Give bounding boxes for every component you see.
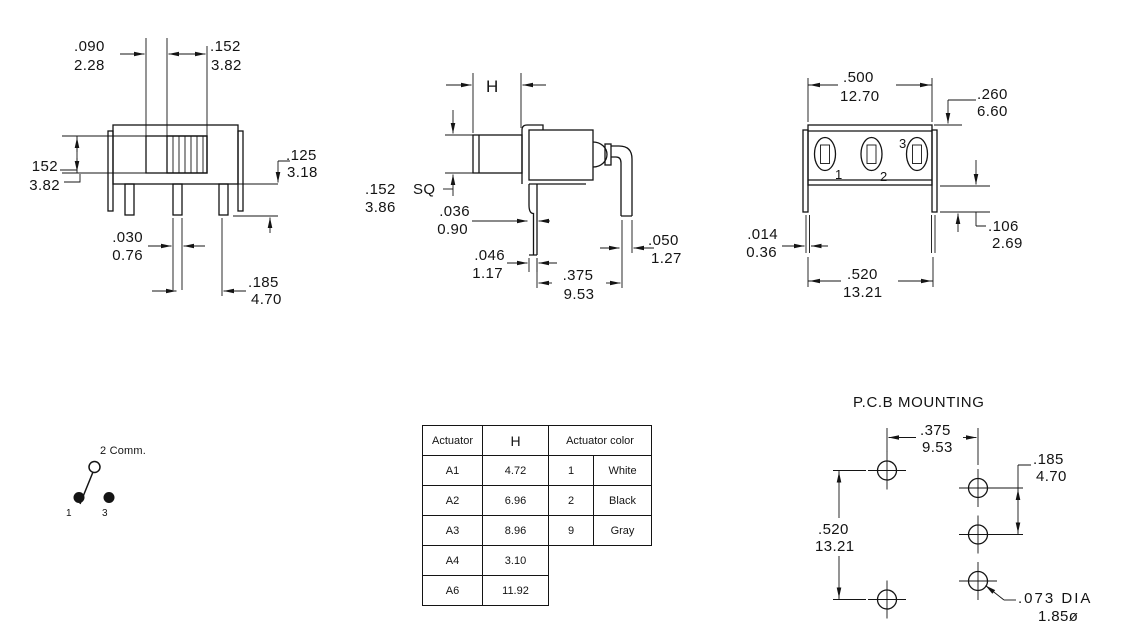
back-right-flange xyxy=(932,130,937,212)
slider-knob xyxy=(167,136,207,173)
dim-outerw-mm: 13.21 xyxy=(843,284,883,301)
dim-flange-mm: 2.69 xyxy=(992,235,1023,252)
dim-pint-in: .036 xyxy=(439,203,470,220)
dim-window-in: 152 xyxy=(31,158,58,175)
dim-pinw-mm: 0.76 xyxy=(112,247,143,264)
dim-flange-in: .106 xyxy=(988,218,1019,235)
contact-1-label: 1 xyxy=(66,508,72,519)
switch-body-back xyxy=(808,125,932,185)
dim-window-height xyxy=(29,136,146,194)
dim-knob-in: .152 xyxy=(210,38,241,55)
switch-body-front xyxy=(113,125,238,184)
flange-side xyxy=(522,125,543,184)
terminal-2-label: 2 xyxy=(880,169,888,184)
front-pin-side xyxy=(529,184,537,255)
dim-colpitch-in: .375 xyxy=(920,422,951,439)
cell-h: 11.92 xyxy=(483,576,549,606)
dim-height-in: .260 xyxy=(977,86,1008,103)
pcb-title: P.C.B MOUNTING xyxy=(853,394,985,411)
cell-actuator: A6 xyxy=(423,576,483,606)
dim-flange-height xyxy=(940,160,1023,252)
side-view xyxy=(365,73,682,303)
dim-outer-width xyxy=(808,257,933,301)
back-left-flange xyxy=(803,130,808,212)
dim-bent-pin xyxy=(600,220,682,267)
actuator-spec-table xyxy=(422,425,652,606)
dim-act-in: .152 xyxy=(365,181,396,198)
cell-actuator: A4 xyxy=(423,546,483,576)
pcb-mounting xyxy=(815,394,1092,625)
dim-outerw-in: .520 xyxy=(847,266,878,283)
terminal-2 xyxy=(861,138,882,171)
dim-hole-col-pitch xyxy=(887,422,978,465)
dim-bodyw-in: .500 xyxy=(843,69,874,86)
dim-h-label: H xyxy=(486,77,499,96)
dim-backpin-thickness xyxy=(746,226,828,261)
dim-drop-in: .125 xyxy=(286,147,317,164)
slider-window xyxy=(146,136,207,173)
dim-hole-row-pitch xyxy=(996,451,1067,535)
pin-1 xyxy=(125,184,134,215)
dim-height xyxy=(934,86,1008,125)
dim-pinws-mm: 1.17 xyxy=(472,265,503,282)
right-flange xyxy=(238,131,243,211)
cell-h: 4.72 xyxy=(483,456,549,486)
dim-slot-in: .090 xyxy=(74,38,105,55)
dim-hole-mm: 1.85ø xyxy=(1038,608,1079,625)
cell-h: 3.10 xyxy=(483,546,549,576)
cell-color-name: Black xyxy=(594,486,652,516)
switch-body-side xyxy=(529,130,593,180)
dim-pinws-in: .046 xyxy=(474,247,505,264)
cell-color-name: White xyxy=(594,456,652,486)
contact-3-label: 3 xyxy=(102,508,108,519)
left-flange xyxy=(108,131,113,211)
dim-drop-mm: 3.18 xyxy=(287,164,318,181)
dim-bodyw-mm: 12.70 xyxy=(840,88,880,105)
dim-pinw-in: .030 xyxy=(112,229,143,246)
bent-pin xyxy=(611,146,632,216)
dim-act-sq: SQ xyxy=(413,181,436,198)
dim-slot-mm: 2.28 xyxy=(74,57,105,74)
common-contact xyxy=(89,462,100,473)
dim-bent-mm: 1.27 xyxy=(651,250,682,267)
terminal-1 xyxy=(815,138,836,171)
cell-h: 8.96 xyxy=(483,516,549,546)
common-terminal-label: 2 Comm. xyxy=(100,445,147,457)
cell-color-num: 2 xyxy=(549,486,594,516)
dim-span-mm: 9.53 xyxy=(563,286,595,303)
pin-3 xyxy=(219,184,228,215)
dim-pin-width xyxy=(112,218,205,290)
terminal-3-label: 3 xyxy=(899,136,907,151)
cell-actuator: A1 xyxy=(423,456,483,486)
header-h: H xyxy=(483,426,549,456)
dim-hole-in: .073 DIA xyxy=(1018,590,1093,607)
dim-body-drop xyxy=(233,147,318,233)
dim-window-mm: 3.82 xyxy=(29,177,60,194)
dim-hole-diameter xyxy=(986,586,1093,626)
cell-actuator: A2 xyxy=(423,486,483,516)
cell-color-num: 1 xyxy=(549,456,594,486)
back-pins xyxy=(806,215,935,253)
table-row xyxy=(423,486,652,516)
dim-pint-mm: 0.90 xyxy=(437,221,468,238)
contact-3 xyxy=(104,492,115,503)
dim-hole-col-height xyxy=(815,471,866,600)
dim-rowpitch-in: .185 xyxy=(1033,451,1064,468)
cell-color-num: 9 xyxy=(549,516,594,546)
dim-colh-mm: 13.21 xyxy=(815,538,855,555)
mounting-holes xyxy=(868,452,997,619)
front-view xyxy=(29,38,318,308)
dim-pin-span xyxy=(537,220,622,303)
dim-span-in: .375 xyxy=(562,267,594,284)
header-actuator-color: Actuator color xyxy=(549,426,652,456)
dim-act-mm: 3.86 xyxy=(365,199,396,216)
dim-pin-pitch xyxy=(152,218,282,308)
dim-rowpitch-mm: 4.70 xyxy=(1036,468,1067,485)
terminal-1-label: 1 xyxy=(835,167,843,182)
dim-bent-in: .050 xyxy=(648,232,679,249)
contact-1 xyxy=(74,492,85,503)
dim-height-mm: 6.60 xyxy=(977,103,1008,120)
dim-slot-and-knob xyxy=(74,38,242,136)
cell-color-name: Gray xyxy=(594,516,652,546)
dim-knob-mm: 3.82 xyxy=(211,57,242,74)
actuator-side xyxy=(473,135,522,173)
dim-colpitch-mm: 9.53 xyxy=(922,439,953,456)
dim-pin-width-side xyxy=(472,247,557,282)
pin-2 xyxy=(173,184,182,215)
dim-colh-in: .520 xyxy=(818,521,849,538)
dim-bpint-mm: 0.36 xyxy=(746,244,777,261)
table-row xyxy=(423,516,652,546)
dim-bpint-in: .014 xyxy=(747,226,778,243)
table-row xyxy=(423,576,652,606)
table-row xyxy=(423,546,652,576)
circuit-schematic xyxy=(66,445,146,519)
cell-actuator: A3 xyxy=(423,516,483,546)
cell-h: 6.96 xyxy=(483,486,549,516)
header-actuator: Actuator xyxy=(423,426,483,456)
table-row xyxy=(423,456,652,486)
back-view xyxy=(746,69,1023,301)
dim-pitch-in: .185 xyxy=(248,274,279,291)
dim-body-width xyxy=(808,69,932,122)
table-header-row xyxy=(423,426,652,456)
dim-pitch-mm: 4.70 xyxy=(251,291,282,308)
terminal-3 xyxy=(907,138,928,171)
